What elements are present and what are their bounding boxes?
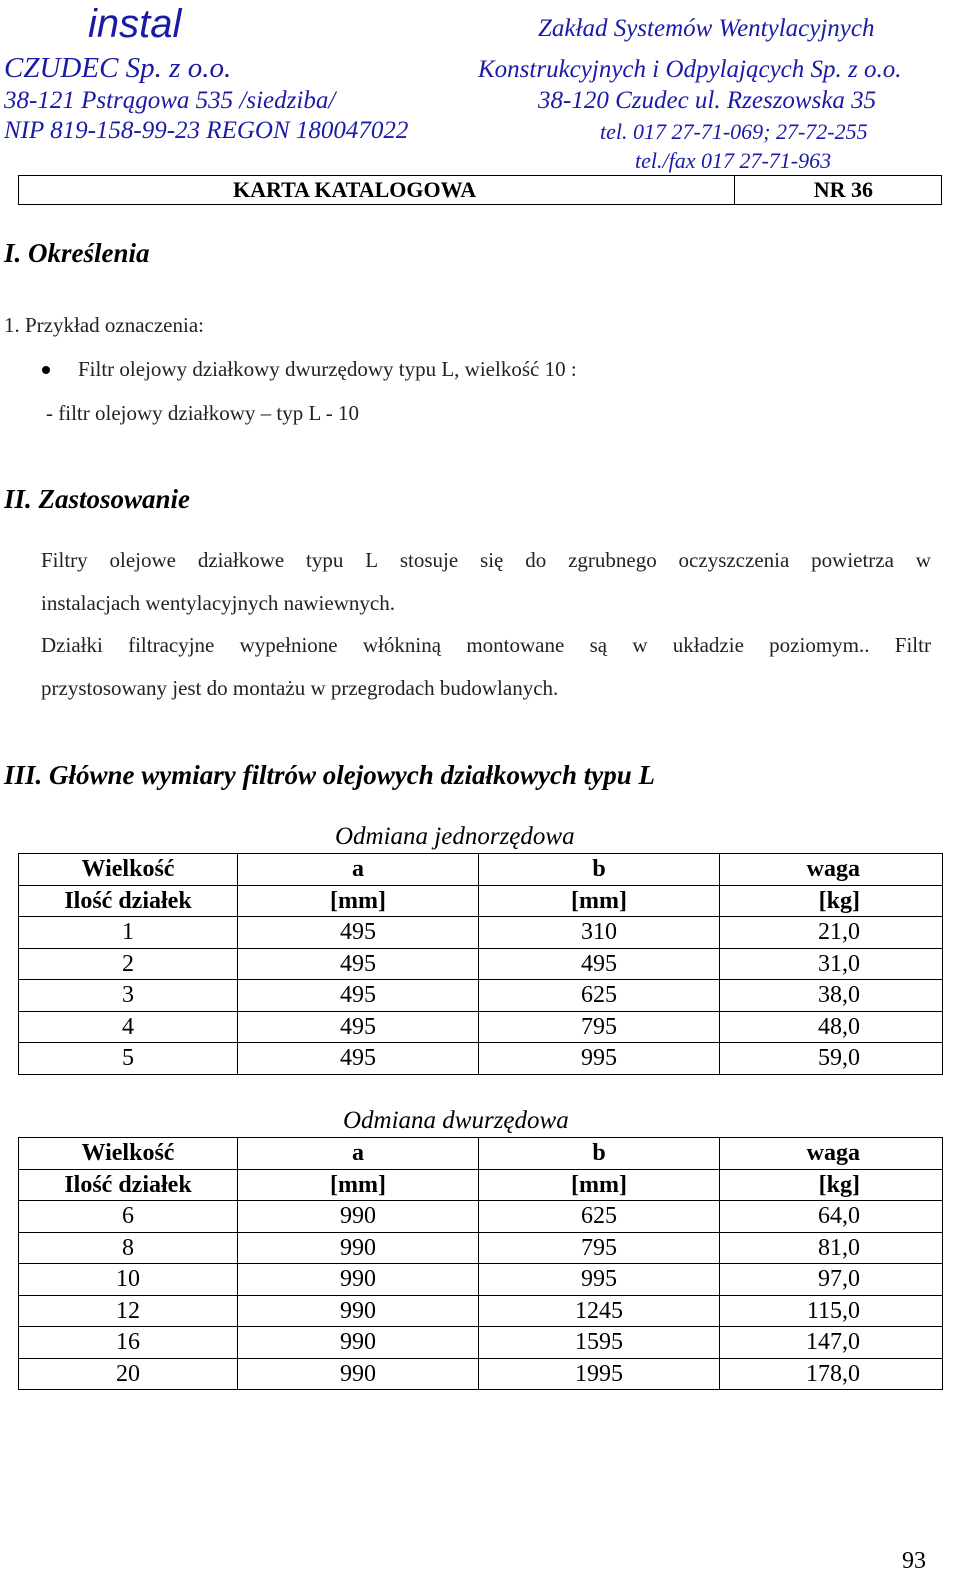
header-cell: Ilość działek [19, 885, 238, 917]
table-cell: 995 [479, 1264, 720, 1296]
table-row [19, 1201, 943, 1233]
table-cell: 81,0 [720, 1232, 943, 1264]
catalog-header-box [18, 175, 942, 205]
word: Działki [41, 633, 103, 657]
word: działkowe [197, 548, 285, 572]
header-cell: [kg] [720, 885, 943, 917]
company-logo: instal [88, 2, 182, 46]
word: powietrza [811, 548, 894, 572]
table-cell: 990 [238, 1264, 479, 1296]
header-cell: Ilość działek [19, 1169, 238, 1201]
table-cell: 3 [19, 980, 238, 1012]
table-cell: 10 [19, 1264, 238, 1296]
table-row [19, 1264, 943, 1296]
word: typu [306, 548, 344, 572]
catalog-number: NR 36 [813, 177, 873, 202]
application-paragraph-1-line-1 [41, 548, 931, 573]
table-cell: 1995 [479, 1358, 720, 1390]
table-cell: 795 [479, 1011, 720, 1043]
designation-bullet-text: Filtr olejowy działkowy dwurzędowy typu L, wielkość 10 : [78, 357, 577, 381]
header-cell: waga [720, 854, 943, 886]
table-row [19, 1327, 943, 1359]
table-cell: 115,0 [720, 1295, 943, 1327]
table-2-caption: Odmiana dwurzędowa [343, 1107, 569, 1134]
bullet-icon [42, 366, 50, 374]
application-paragraph-2-line-2: przystosowany jest do montażu w przegrodach budowlanych. [41, 676, 559, 700]
word: się [480, 548, 504, 572]
table-cell: 12 [19, 1295, 238, 1327]
table-cell: 990 [238, 1232, 479, 1264]
word: wypełnione [239, 633, 338, 657]
table-cell: 625 [479, 980, 720, 1012]
table-header-row [19, 1169, 943, 1201]
company-nip-regon: NIP 819-158-99-23 REGON 180047022 [4, 117, 409, 144]
partner-fax: tel./fax 017 27-71-963 [635, 148, 832, 173]
table-cell: 990 [238, 1327, 479, 1359]
table-cell: 38,0 [720, 980, 943, 1012]
company-address: 38-121 Pstrągowa 535 /siedziba/ [4, 87, 336, 114]
word: są [589, 633, 608, 657]
table-cell: 990 [238, 1201, 479, 1233]
table-row [19, 917, 943, 949]
dimensions-table-single-row [18, 853, 943, 1075]
table-header-row [19, 1138, 943, 1170]
word: układzie [672, 633, 744, 657]
word: L [365, 548, 379, 572]
table-cell: 97,0 [720, 1264, 943, 1296]
word: zgrubnego [568, 548, 657, 572]
word: w [632, 633, 648, 657]
table-cell: 20 [19, 1358, 238, 1390]
application-paragraph-2-line-1 [41, 633, 931, 658]
table-cell: 16 [19, 1327, 238, 1359]
table-header-row [19, 854, 943, 886]
designation-example-label: 1. Przykład oznaczenia: [4, 313, 204, 337]
table-cell: 310 [479, 917, 720, 949]
table-cell: 990 [238, 1358, 479, 1390]
header-cell: waga [720, 1138, 943, 1170]
table-cell: 8 [19, 1232, 238, 1264]
table-cell: 147,0 [720, 1327, 943, 1359]
word: Filtr [894, 633, 931, 657]
word: do [525, 548, 547, 572]
table-cell: 1 [19, 917, 238, 949]
table-row [19, 1011, 943, 1043]
table-cell: 495 [238, 948, 479, 980]
header-cell: a [238, 1138, 479, 1170]
table-cell: 495 [238, 1011, 479, 1043]
catalog-title: KARTA KATALOGOWA [233, 177, 477, 202]
word: filtracyjne [128, 633, 215, 657]
word: w [915, 548, 931, 572]
word: poziomym.. [769, 633, 870, 657]
page-number: 93 [902, 1548, 926, 1574]
table-row [19, 1043, 943, 1075]
header-cell: [mm] [238, 1169, 479, 1201]
table-cell: 995 [479, 1043, 720, 1075]
table-row [19, 980, 943, 1012]
table-cell: 1245 [479, 1295, 720, 1327]
table-cell: 495 [238, 1043, 479, 1075]
table-cell: 21,0 [720, 917, 943, 949]
table-row [19, 1358, 943, 1390]
table-cell: 795 [479, 1232, 720, 1264]
table-cell: 59,0 [720, 1043, 943, 1075]
table-cell: 178,0 [720, 1358, 943, 1390]
partner-address: 38-120 Czudec ul. Rzeszowska 35 [538, 87, 877, 114]
partner-name-line2: Konstrukcyjnych i Odpylających Sp. z o.o. [478, 56, 902, 83]
word: oczyszczenia [678, 548, 790, 572]
dimensions-table-double-row [18, 1137, 943, 1390]
header-cell: b [479, 1138, 720, 1170]
table-cell: 64,0 [720, 1201, 943, 1233]
designation-code: - filtr olejowy działkowy – typ L - 10 [46, 401, 359, 425]
header-cell: a [238, 854, 479, 886]
table-cell: 1595 [479, 1327, 720, 1359]
company-name: CZUDEC Sp. z o.o. [4, 52, 232, 84]
table-cell: 4 [19, 1011, 238, 1043]
table-cell: 48,0 [720, 1011, 943, 1043]
table-header-row [19, 885, 943, 917]
table-cell: 625 [479, 1201, 720, 1233]
application-paragraph-1-line-2: instalacjach wentylacyjnych nawiewnych. [41, 591, 395, 615]
word: montowane [466, 633, 565, 657]
header-cell: [kg] [720, 1169, 943, 1201]
section-3-title: III. Główne wymiary filtrów olejowych działkowych typu L [4, 760, 656, 790]
word: włókniną [362, 633, 442, 657]
section-1-title: I. Określenia [4, 238, 150, 268]
header-cell: Wielkość [19, 1138, 238, 1170]
table-cell: 5 [19, 1043, 238, 1075]
table-cell: 495 [479, 948, 720, 980]
partner-name-line1: Zakład Systemów Wentylacyjnych [538, 15, 875, 42]
header-cell: [mm] [479, 1169, 720, 1201]
table-cell: 495 [238, 980, 479, 1012]
table-cell: 6 [19, 1201, 238, 1233]
word: Filtry [41, 548, 88, 572]
table-cell: 990 [238, 1295, 479, 1327]
table-row [19, 1232, 943, 1264]
word: stosuje [399, 548, 459, 572]
header-cell: Wielkość [19, 854, 238, 886]
header-cell: [mm] [479, 885, 720, 917]
table-row [19, 1295, 943, 1327]
section-2-title: II. Zastosowanie [4, 484, 191, 514]
table-cell: 2 [19, 948, 238, 980]
table-cell: 31,0 [720, 948, 943, 980]
header-cell: [mm] [238, 885, 479, 917]
table-row [19, 948, 943, 980]
table-1-caption: Odmiana jednorzędowa [335, 823, 575, 850]
word: olejowe [109, 548, 177, 572]
partner-phone: tel. 017 27-71-069; 27-72-255 [600, 119, 868, 144]
header-cell: b [479, 854, 720, 886]
table-cell: 495 [238, 917, 479, 949]
